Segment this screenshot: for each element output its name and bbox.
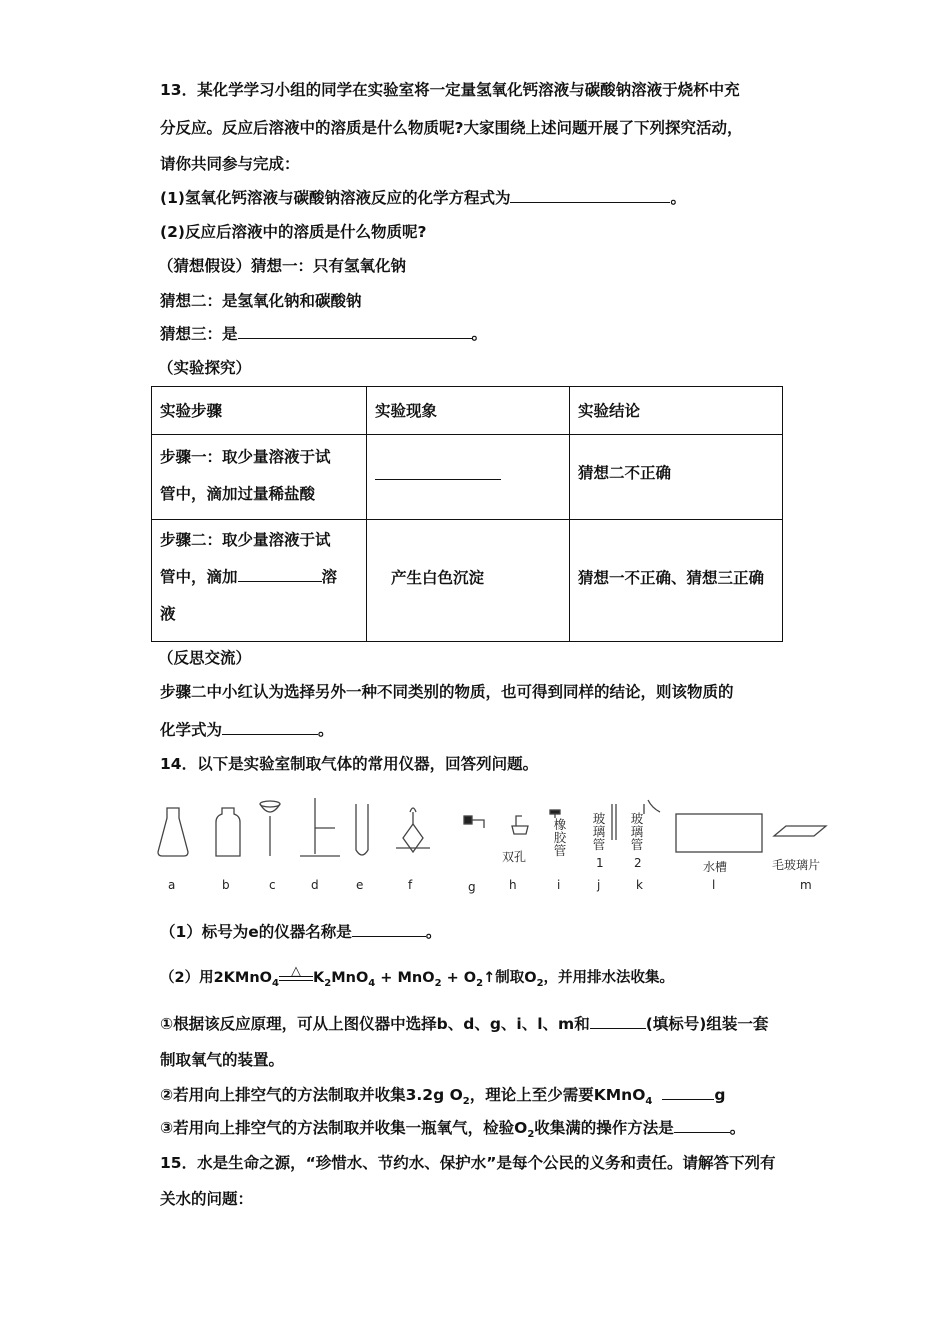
table-cell <box>367 435 570 520</box>
funnel-c <box>260 801 280 856</box>
conical-flask-a <box>158 808 188 856</box>
subscript: 2 <box>462 1096 470 1108</box>
subscript: 2 <box>434 977 442 989</box>
step2-text-a: 步骤二：取少量溶液于试 <box>160 531 331 549</box>
table-row <box>152 520 783 642</box>
apparatus-letter: g <box>468 880 476 894</box>
apparatus-figure <box>150 790 840 900</box>
table-header: 实验现象 <box>367 387 570 435</box>
table-header-row <box>152 387 783 435</box>
apparatus-letter: j <box>597 878 601 892</box>
q14-c3-text-b: 收集满的操作方法是 <box>534 1119 674 1137</box>
q14-part2-end: ，并用排水法收集。 <box>543 970 675 986</box>
step2-text-c: 液 <box>160 605 176 623</box>
q13-intro-line1: 13．某化学学习小组的同学在实验室将一定量氢氧化钙溶液与碳酸钠溶液于烧杯中充 <box>160 81 740 99</box>
subscript: 4 <box>368 977 376 989</box>
apparatus-letter: k <box>636 878 643 892</box>
answer-blank[interactable] <box>662 1084 714 1101</box>
q13-reflect-line1: 步骤二中小红认为选择另外一种不同类别的物质，也可得到同样的结论，则该物质的 <box>160 683 734 701</box>
product-o2: + O <box>441 970 477 986</box>
apparatus-letter: b <box>222 878 230 892</box>
experiment-table <box>151 386 783 642</box>
answer-blank[interactable] <box>674 1117 730 1134</box>
label-h-double-hole: 双孔 <box>502 850 527 864</box>
label-k-number: 2 <box>634 856 642 870</box>
subscript: 2 <box>476 977 484 989</box>
apparatus-letter: i <box>557 878 561 892</box>
q13-reflect-line2 <box>160 718 334 740</box>
unit-gram: g <box>714 1086 726 1104</box>
stopper-h <box>512 816 528 834</box>
q14-c2 <box>160 1083 725 1107</box>
answer-blank[interactable] <box>590 1013 646 1030</box>
subscript: 4 <box>645 1096 653 1108</box>
q15-line1: 15．水是生命之源，“珍惜水、节约水、保护水”是每个公民的义务和责任。请解答下列有 <box>160 1154 776 1172</box>
label-m-glass-plate: 毛玻璃片 <box>772 858 821 872</box>
step2-text-b2: 溶 <box>321 568 338 586</box>
q13-guess-1: （猜想假设）猜想一：只有氢氧化钠 <box>158 257 407 275</box>
table-cell <box>152 520 367 642</box>
q14-c1-line2: 制取氧气的装置。 <box>160 1051 285 1069</box>
apparatus-letter: f <box>408 878 413 892</box>
apparatus-letter: c <box>269 878 276 892</box>
period: 。 <box>471 325 488 343</box>
label-j-glass-tube: 玻璃管 <box>592 811 606 852</box>
period: 。 <box>425 923 442 941</box>
answer-blank[interactable] <box>238 323 472 340</box>
table-cell <box>152 435 367 520</box>
product-mno2: + MnO <box>375 970 435 986</box>
q14-part1-text: （1）标号为e的仪器名称是 <box>160 923 352 941</box>
apparatus-letter: e <box>356 878 364 892</box>
iron-stand-d <box>300 798 340 856</box>
q14-c1-text-a: ①根据该反应原理，可从上图仪器中选择b、d、g、i、l、m和 <box>160 1015 590 1033</box>
stopper-g <box>464 816 484 828</box>
label-k-glass-tube: 玻璃管 <box>630 811 644 852</box>
alcohol-lamp-f <box>396 808 430 852</box>
subscript: 2 <box>536 977 544 989</box>
product-mno: MnO <box>331 970 369 986</box>
label-i-rubber-tube: 橡胶管 <box>553 817 567 858</box>
q14-c2-text-b: ，理论上至少需要KMnO <box>469 1086 646 1104</box>
q14-c3-text: ③若用向上排空气的方法制取并收集一瓶氧气，检验O <box>160 1119 528 1137</box>
answer-blank[interactable] <box>238 566 322 583</box>
heat-symbol: △ <box>290 964 301 979</box>
table-row <box>152 435 783 520</box>
apparatus-letter: h <box>509 878 517 892</box>
q13-part1 <box>160 186 686 208</box>
period: 。 <box>729 1119 746 1137</box>
table-header: 实验结论 <box>570 387 783 435</box>
q14-c2-text: ②若用向上排空气的方法制取并收集3.2g O <box>160 1086 463 1104</box>
apparatus-letter: m <box>800 878 812 892</box>
q13-guess-2: 猜想二：是氢氧化钠和碳酸钠 <box>160 292 362 310</box>
table-cell: 猜想一不正确、猜想三正确 <box>570 520 783 642</box>
glass-tube-j <box>612 804 616 840</box>
q14-c3 <box>160 1116 745 1140</box>
period: 。 <box>318 721 334 739</box>
step2-text-b1: 管中，滴加 <box>160 568 238 586</box>
q13-guess-3-text: 猜想三：是 <box>160 325 238 343</box>
q15-line2: 关水的问题： <box>160 1190 254 1208</box>
answer-blank[interactable] <box>352 921 426 938</box>
answer-blank[interactable] <box>222 719 318 736</box>
label-l-water-trough: 水槽 <box>703 860 728 874</box>
gas-arrow-text: ↑制取O <box>483 970 537 986</box>
step2-text-b <box>160 559 358 596</box>
step1-text-a: 步骤一：取少量溶液于试 <box>160 448 331 466</box>
answer-blank[interactable] <box>510 187 670 204</box>
test-tube-e <box>356 804 368 855</box>
q14-c1 <box>160 1012 768 1034</box>
table-cell: 产生白色沉淀 <box>367 520 570 642</box>
q13-intro-line3: 请你共同参与完成： <box>160 155 300 173</box>
q13-part1-text: (1)氢氧化钙溶液与碳酸钠溶液反应的化学方程式为 <box>160 189 511 207</box>
q13-reflect-line2-text: 化学式为 <box>160 721 223 739</box>
q13-reflect-label: （反思交流） <box>158 649 252 667</box>
equation-reactant: （2）用2KMnO <box>160 970 272 986</box>
subscript: 2 <box>324 977 332 989</box>
q13-part2: (2)反应后溶液中的溶质是什么物质呢? <box>160 223 427 241</box>
q13-intro-line2: 分反应。反应后溶液中的溶质是什么物质呢?大家围绕上述问题开展了下列探究活动， <box>160 119 743 137</box>
q14-title: 14．以下是实验室制取气体的常用仪器，回答列问题。 <box>160 755 539 773</box>
q14-part2 <box>160 966 674 989</box>
period: 。 <box>670 189 686 207</box>
apparatus-letter: d <box>311 878 319 892</box>
product-k: K <box>312 970 325 986</box>
answer-blank[interactable] <box>375 463 501 480</box>
apparatus-letter: l <box>712 878 716 892</box>
q14-part1 <box>160 920 441 942</box>
q13-explore-label: （实验探究） <box>158 359 252 377</box>
q14-c1-text-b: (填标号)组装一套 <box>645 1015 769 1033</box>
gas-jar-b <box>216 808 240 856</box>
glass-slide-m <box>774 826 826 836</box>
step1-text-b: 管中，滴加过量稀盐酸 <box>160 485 316 503</box>
label-j-number: 1 <box>596 856 604 870</box>
water-trough-l <box>676 814 762 852</box>
apparatus-letter: a <box>168 878 176 892</box>
subscript: 2 <box>527 1129 535 1141</box>
subscript: 4 <box>272 977 279 989</box>
table-header: 实验步骤 <box>152 387 367 435</box>
table-cell: 猜想二不正确 <box>570 435 783 520</box>
q13-guess-3 <box>160 322 487 344</box>
glass-tube-k <box>644 800 660 814</box>
